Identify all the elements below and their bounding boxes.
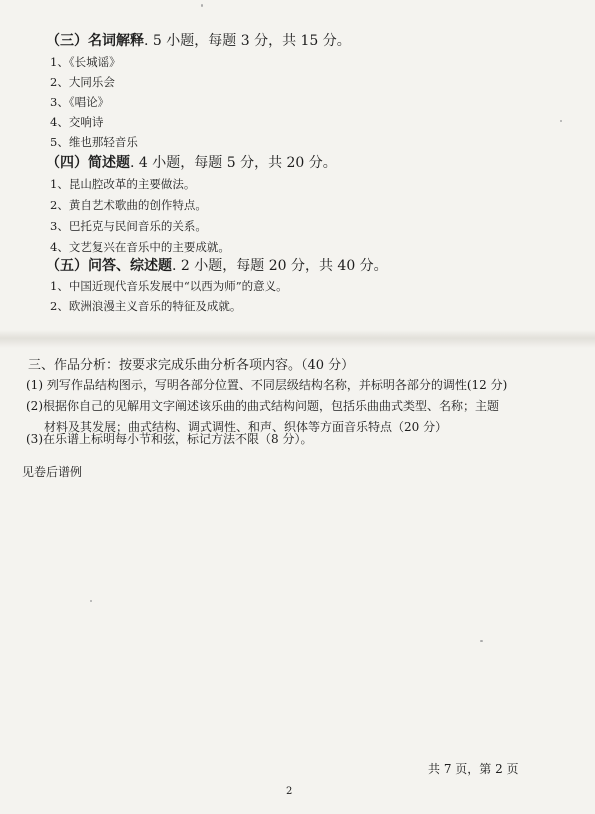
list-item: 3、巴托克与民间音乐的关系。 <box>50 219 207 233</box>
list-item: 2、黄自艺术歌曲的创作特点。 <box>50 198 207 212</box>
question-1: (1) 列写作品结构图示，写明各部分位置、不同层级结构名称，并标明各部分的调性(12 分) <box>26 378 508 392</box>
scan-speck <box>201 4 203 7</box>
page-count: 共 7 页，第 2 页 <box>428 762 519 776</box>
score-example-note: 见卷后谱例 <box>22 465 83 479</box>
scan-speck <box>480 640 483 642</box>
scan-speck <box>560 120 562 122</box>
list-item: 1、《长城谣》 <box>50 55 121 69</box>
list-item: 4、交响诗 <box>50 115 104 129</box>
list-item: 1、中国近现代音乐发展中“以西为师”的意义。 <box>50 279 288 293</box>
list-item: 3、《唱论》 <box>50 95 110 109</box>
section-5-heading <box>46 255 388 275</box>
list-item: 4、文艺复兴在音乐中的主要成就。 <box>50 240 230 254</box>
section-5-title: （五）问答、综述题 <box>46 258 172 274</box>
page-number: 2 <box>286 786 293 797</box>
question-3: (3)在乐谱上标明每小节和弦，标记方法不限（8 分）。 <box>26 432 313 446</box>
section-3-title: （三）名词解释 <box>46 33 144 49</box>
section-4-heading <box>46 152 337 172</box>
section-4-scoring: . 4 小题，每题 5 分，共 20 分。 <box>130 155 337 171</box>
section-3-heading <box>46 30 351 50</box>
section-5-scoring: . 2 小题，每题 20 分，共 40 分。 <box>172 258 388 274</box>
list-item: 2、欧洲浪漫主义音乐的特征及成就。 <box>50 299 242 313</box>
part-3-heading: 三、作品分析：按要求完成乐曲分析各项内容。（40 分） <box>28 358 355 373</box>
section-3-scoring: . 5 小题，每题 3 分，共 15 分。 <box>144 33 351 49</box>
paper-fold-shadow <box>0 330 595 348</box>
question-2-continued: 材料及其发展；曲式结构、调式调性、和声、织体等方面音乐特点（20 分） <box>44 420 448 434</box>
list-item: 2、大同乐会 <box>50 75 115 89</box>
list-item: 5、维也那轻音乐 <box>50 135 138 149</box>
list-item: 1、昆山腔改革的主要做法。 <box>50 177 196 191</box>
section-4-title: （四）简述题 <box>46 155 130 171</box>
scan-speck <box>90 600 92 602</box>
question-2: (2)根据你自己的见解用文字阐述该乐曲的曲式结构问题，包括乐曲曲式类型、名称；主题 <box>26 399 500 413</box>
